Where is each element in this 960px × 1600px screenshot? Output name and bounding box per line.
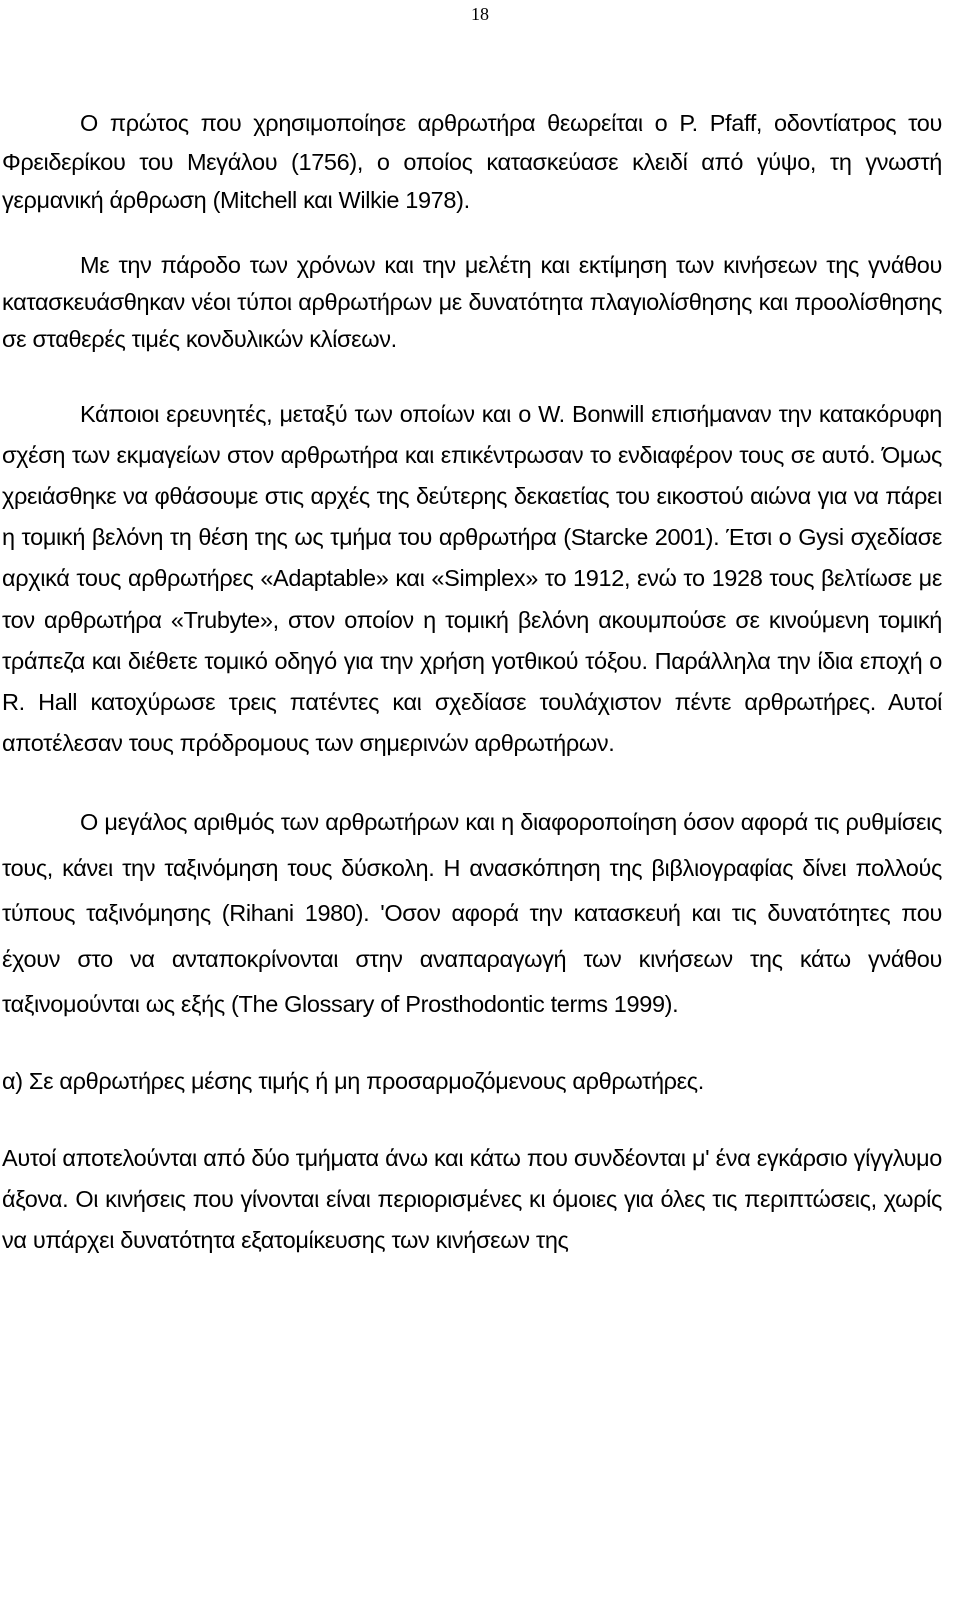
paragraph-list-item-a: α) Σε αρθρωτήρες μέσης τιμής ή μη προσαρμοζόμενους αρθρωτήρες.	[2, 1067, 704, 1094]
page-number: 18	[471, 4, 489, 24]
paragraph-non-adjustable-description: Αυτοί αποτελούνται από δύο τμήματα άνω και κάτω που συνδέονται μ' ένα εγκάρσιο γίγγλυμο άξονα. Οι κινήσεις που γίνονται είναι περιορισμένες κι όμοιες για όλες τις περιπτώσεις, χωρίς να υπάρχει δυνατότητα εξατομίκευσης των κινήσεων της	[2, 1145, 942, 1254]
document-body	[2, 104, 942, 1261]
paragraph-new-articulator-types: Με την πάροδο των χρόνων και την μελέτη και εκτίμηση των κινήσεων της γνάθου κατασκευάσθηκαν νέοι τύποι αρθρωτήρων με δυνατότητα πλαγιολίσθησης και προολίσθησης σε σταθερές τιμές κονδυλικών κλίσεων.	[2, 251, 942, 352]
paragraph-pfaff-history: Ο πρώτος που χρησιμοποίησε αρθρωτήρα θεωρείται ο P. Pfaff, οδοντίατρος του Φρειδερίκου του Μεγάλου (1756), ο οποίος κατασκεύασε κλειδί από γύψο, τη γνωστή γερμανική άρθρωση (Mitchell και Wilkie 1978).	[2, 110, 942, 213]
paragraph-classification: Ο μεγάλος αριθμός των αρθρωτήρων και η διαφοροποίηση όσον αφορά τις ρυθμίσεις τους, κάνει την ταξινόμηση τους δύσκολη. Η ανασκόπηση της βιβλιογραφίας δίνει πολλούς τύπους ταξινόμησης (Rihani 1980). 'Οσον αφορά την κατασκευή και τις δυνατότητες που έχουν στο να ανταποκρίνονται στην αναπαραγωγή των κινήσεων της κάτω γνάθου ταξινομούνται ως εξής (The Glossary of Prosthodontic terms 1999).	[2, 809, 942, 1018]
paragraph-researchers-bonwill-gysi-hall: Κάποιοι ερευνητές, μεταξύ των οποίων και ο W. Bonwill επισήμαναν την κατακόρυφη σχέση των εκμαγείων στον αρθρωτήρα και επικέντρωσαν το ενδιαφέρον τους σε αυτό. Όμως χρειάσθηκε να φθάσουμε στις αρχές της δεύτερης δεκαετίας του εικοστού αιώνα για να πάρει η τομική βελόνη τη θέση της ως τμήμα του αρθρωτήρα (Starcke 2001). Έτσι ο Gysi σχεδίασε αρχικά τους αρθρωτήρες «Adaptable» και «Simplex» το 1912, ενώ το 1928 τους βελτίωσε με τον αρθρωτήρα «Trubyte», στον οποίον η τομική βελόνη ακουμπούσε σε κινούμενη τομική τράπεζα και διέθετε τομικό οδηγό για την χρήση γοτθικού τόξου. Παράλληλα την ίδια εποχή ο R. Hall κατοχύρωσε τρεις πατέντες και σχεδίασε τουλάχιστον πέντε αρθρωτήρες. Αυτοί αποτέλεσαν τους πρόδρομους των σημερινών αρθρωτήρων.	[2, 400, 942, 757]
